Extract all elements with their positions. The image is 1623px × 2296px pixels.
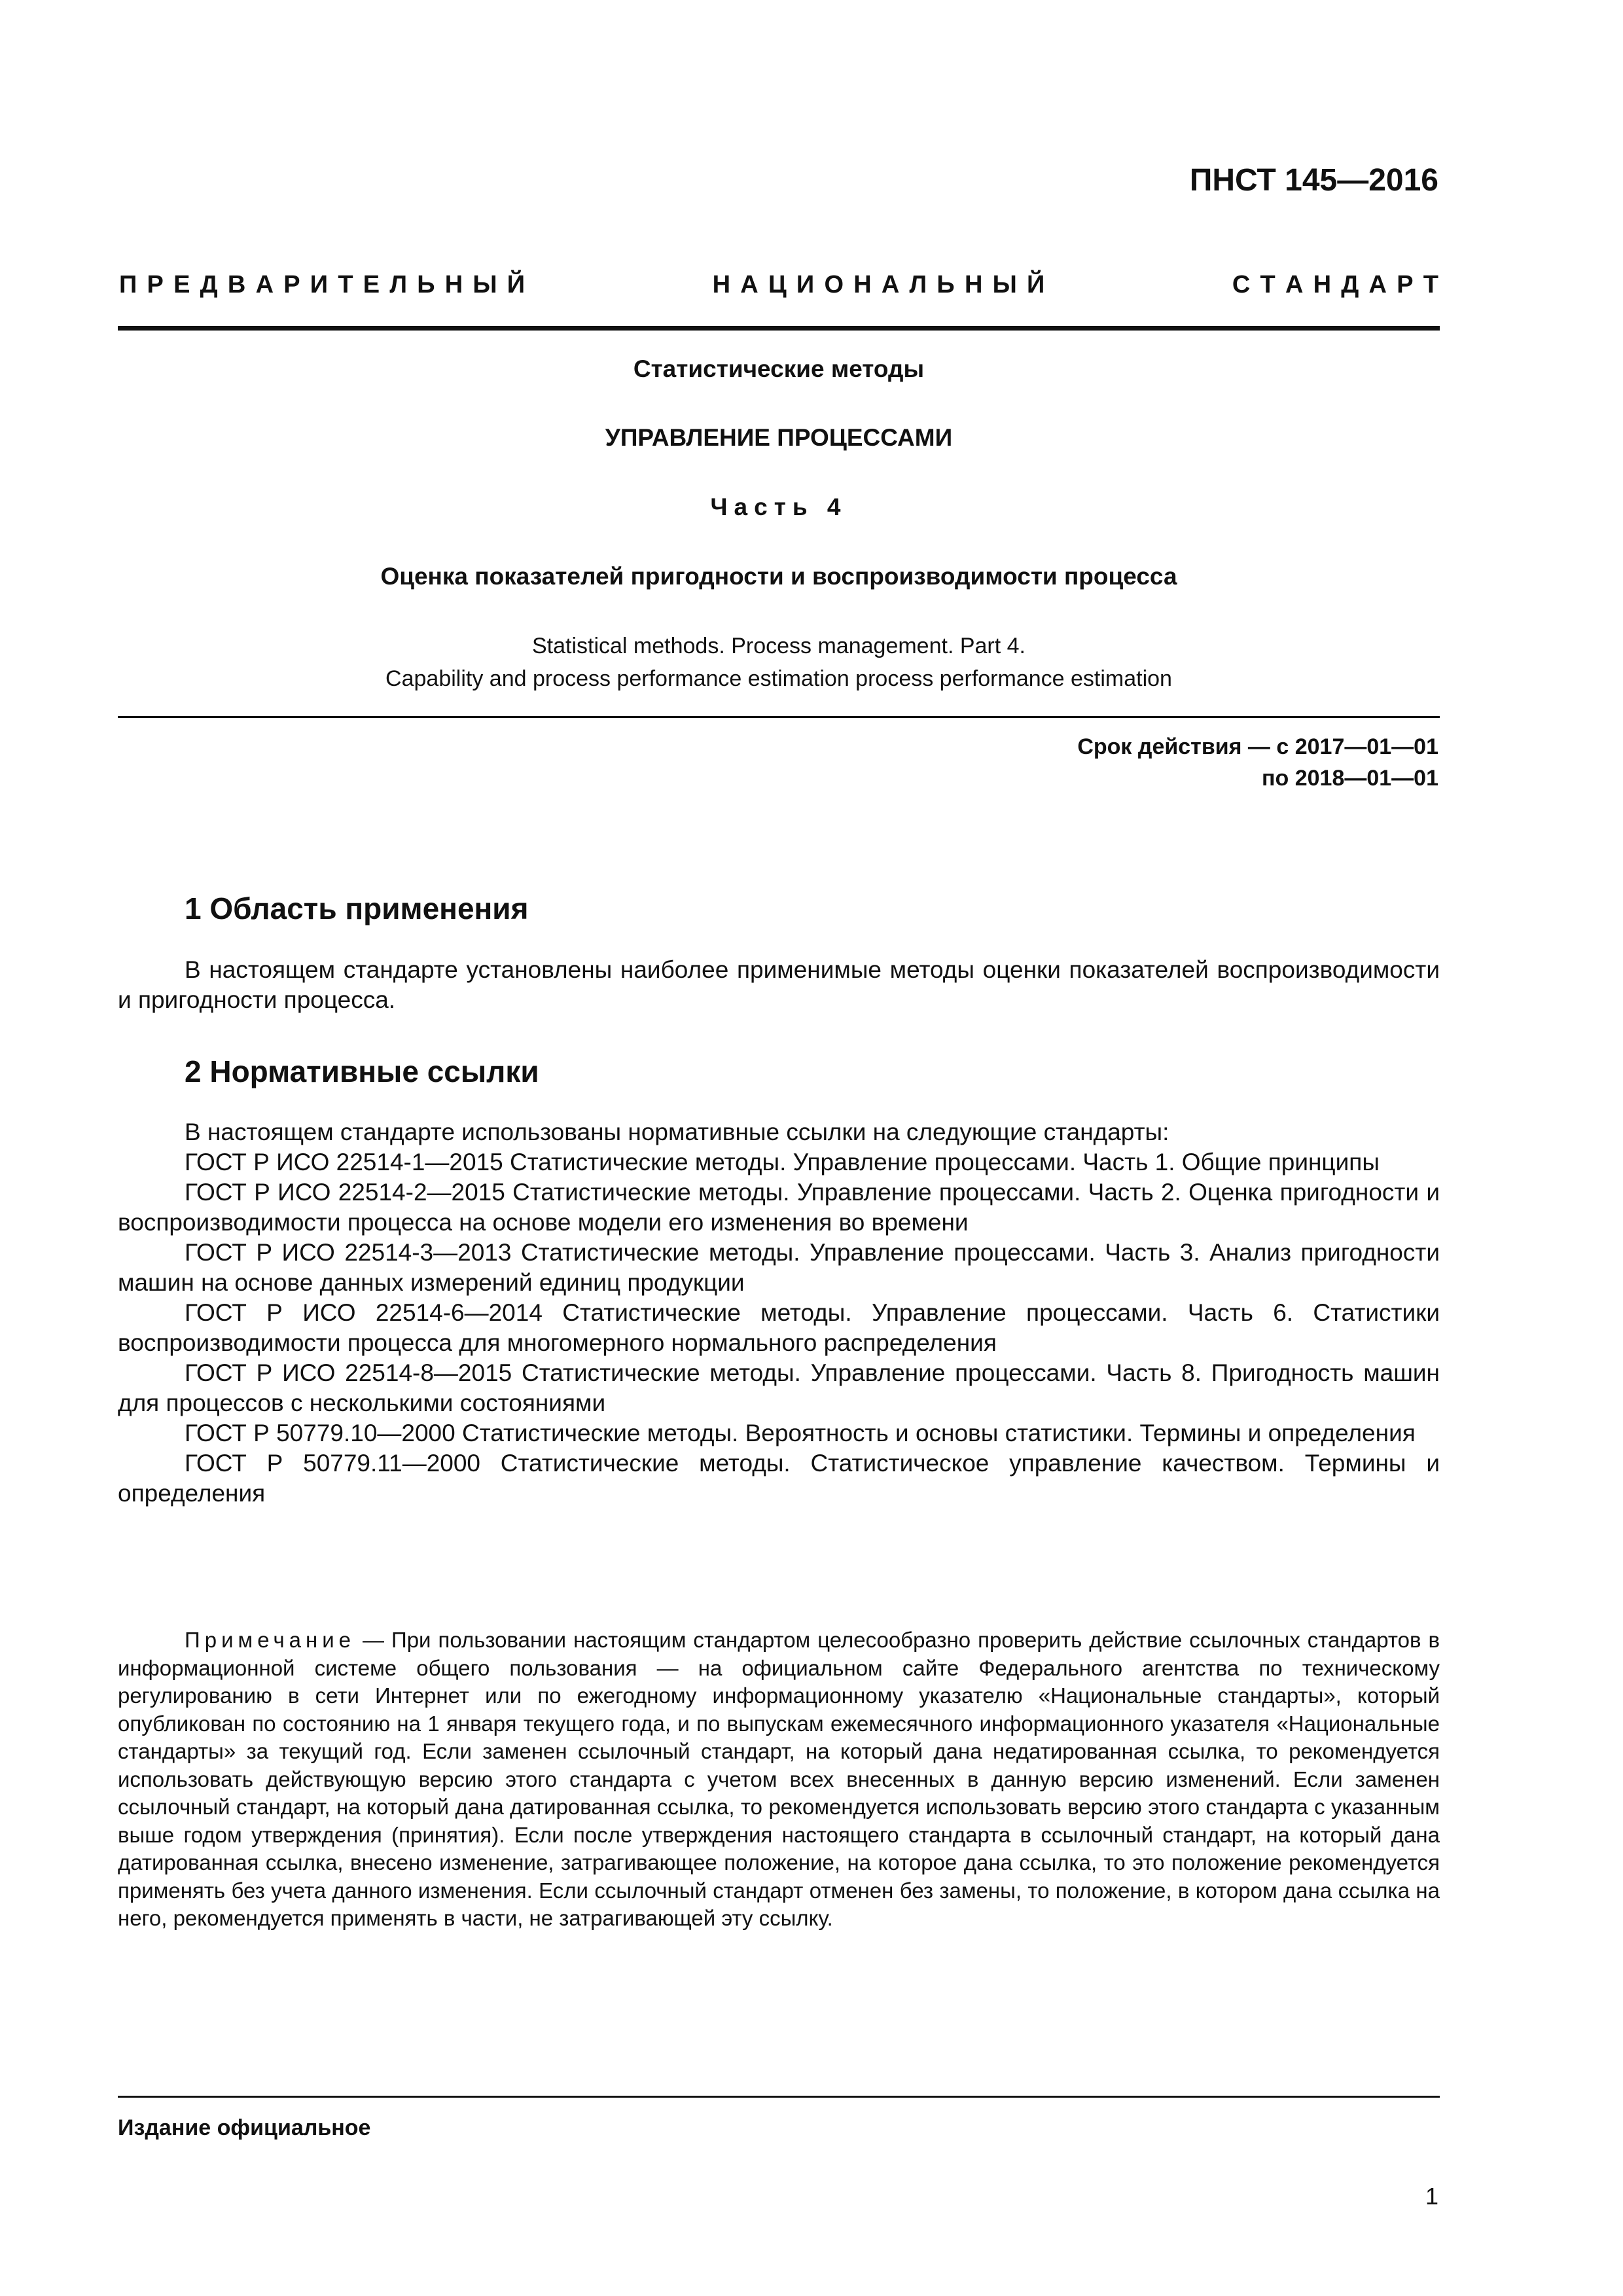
section-2-intro: В настоящем стандарте использованы нормативные ссылки на следующие стандарты:: [185, 1119, 1169, 1145]
reference-item: ГОСТ Р ИСО 22514-1—2015 Статистические методы. Управление процессами. Часть 1. Общие принципы: [185, 1149, 1380, 1175]
note-label: Примечание: [185, 1628, 356, 1652]
edition-label: Издание официальное: [118, 2115, 371, 2140]
section-1-heading: 1 Область применения: [185, 891, 529, 925]
validity-line-1: Срок действия — с 2017—01—01: [1077, 734, 1438, 759]
standard-kind-word-2: Н А Ц И О Н А Л Ь Н Ы Й: [712, 271, 1045, 298]
section-2-body: [118, 1117, 1440, 1509]
section-2-heading: 2 Нормативные ссылки: [185, 1054, 539, 1088]
footer-divider: [118, 2096, 1440, 2098]
english-title: [118, 630, 1440, 695]
standard-kind: [119, 271, 1438, 299]
reference-item: ГОСТ Р ИСО 22514-3—2013 Статистические методы. Управление процессами. Часть 3. Анализ пригодности машин на основе данных измерений единиц продукции: [118, 1239, 1440, 1296]
standard-kind-word-3: С Т А Н Д А Р Т: [1232, 271, 1438, 298]
reference-item: ГОСТ Р ИСО 22514-8—2015 Статистические методы. Управление процессами. Часть 8. Пригодность машин для процессов с несколькими состояниями: [118, 1359, 1440, 1416]
standard-number: ПНСТ 145—2016: [1189, 163, 1438, 198]
standard-kind-word-1: П Р Е Д В А Р И Т Е Л Ь Н Ы Й: [119, 271, 526, 298]
title-main: УПРАВЛЕНИЕ ПРОЦЕССАМИ: [605, 424, 953, 451]
reference-item: ГОСТ Р 50779.11—2000 Статистические методы. Статистическое управление качеством. Термины и определения: [118, 1450, 1440, 1507]
validity-line-2: по 2018—01—01: [1261, 766, 1438, 791]
section-1-paragraph: В настоящем стандарте установлены наиболее применимые методы оценки показателей воспроизводимости и пригодности процесса.: [118, 956, 1440, 1013]
validity-period: [1077, 731, 1438, 794]
note-text: — При пользовании настоящим стандартом целесообразно проверить действие ссылочных стандартов в информационной системе общего пользования — на официальном сайте Федерального агентства по техническому регулированию в сети Интернет или по ежегодному информационному указателю «Национальные стандарты», который опубликован по состоянию на 1 января текущего года, и по выпускам ежемесячного информационного указателя «Национальные стандарты» за текущий год. Если заменен ссылочный стандарт, на который дана недатированная ссылка, то рекомендуется использовать действующую версию этого стандарта с учетом всех внесенных в данную версию изменений. Если заменен ссылочный стандарт, на который дана датированная ссылка, то рекомендуется использовать версию этого стандарта с указанным выше годом утверждения (принятия). Если после утверждения настоящего стандарта в ссылочный стандарт, на который дана датированная ссылка, внесено изменение, затрагивающее положение, на которое дана ссылка, то это положение рекомендуется применять без учета данного изменения. Если ссылочный стандарт отменен без замены, то положение, в котором дана ссылка на него, рекомендуется применять в части, не затрагивающей эту ссылку.: [118, 1628, 1440, 1930]
reference-item: ГОСТ Р ИСО 22514-6—2014 Статистические методы. Управление процессами. Часть 6. Статистики воспроизводимости процесса для многомерного нормального распределения: [118, 1299, 1440, 1356]
title-subtitle: Оценка показателей пригодности и воспроизводимости процесса: [380, 563, 1177, 590]
header-divider: [118, 326, 1440, 331]
section-1-body: [118, 955, 1440, 1015]
title-divider: [118, 716, 1440, 718]
english-title-line-2: Capability and process performance estimation process performance estimation: [385, 666, 1172, 691]
reference-item: ГОСТ Р ИСО 22514-2—2015 Статистические методы. Управление процессами. Часть 2. Оценка пригодности и воспроизводимости процесса на основе модели его изменения во времени: [118, 1179, 1440, 1236]
english-title-line-1: Statistical methods. Process management. Part 4.: [531, 634, 1026, 658]
title-part: Часть 4: [710, 493, 847, 520]
page-number: 1: [1425, 2183, 1438, 2210]
title-subject: Статистические методы: [633, 355, 925, 382]
reference-note: [118, 1626, 1440, 1933]
reference-item: ГОСТ Р 50779.10—2000 Статистические методы. Вероятность и основы статистики. Термины и определения: [185, 1420, 1416, 1446]
